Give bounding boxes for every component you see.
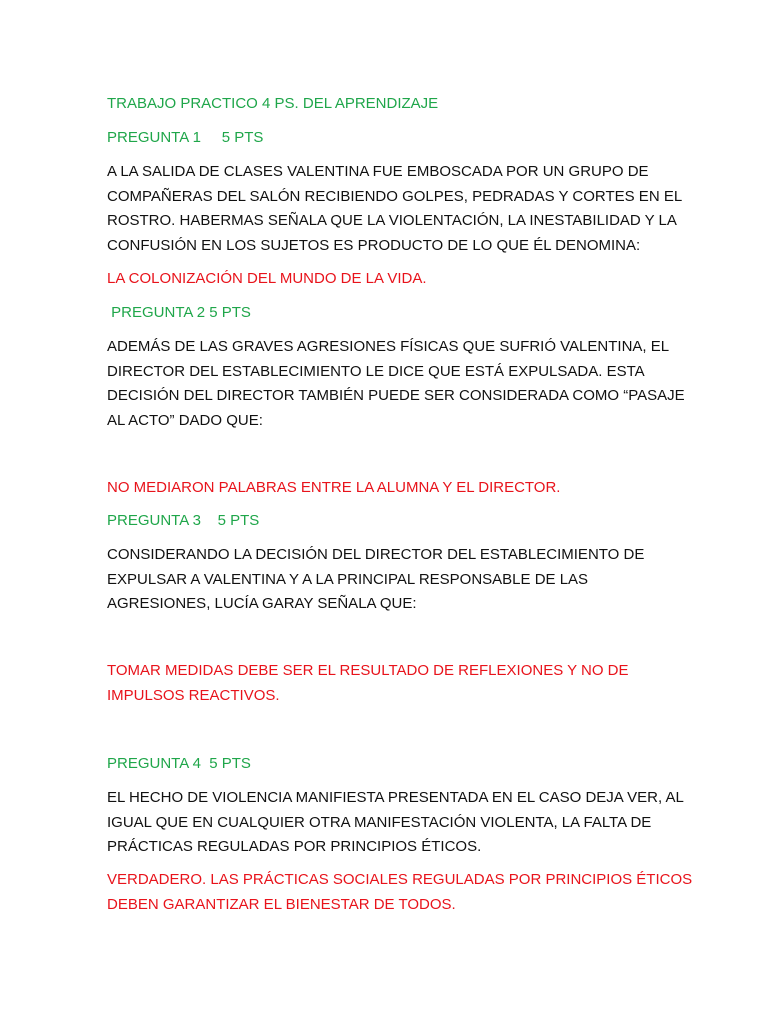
question-3-prompt <box>107 543 667 617</box>
question-1-prompt <box>107 160 683 258</box>
question-1-answer: LA COLONIZACIÓN DEL MUNDO DE LA VIDA. <box>107 270 427 287</box>
question-4-heading: PREGUNTA 4 5 PTS <box>107 755 251 772</box>
question-3-prompt-line: CONSIDERANDO LA DECISIÓN DEL DIRECTOR DEL ESTABLECIMIENTO DE <box>107 546 645 563</box>
question-2-prompt-line: AL ACTO” DADO QUE: <box>107 411 263 429</box>
question-3-heading: PREGUNTA 3 5 PTS <box>107 512 260 529</box>
question-3-answer-line: IMPULSOS REACTIVOS. <box>107 686 280 704</box>
question-4-prompt-line: IGUAL QUE EN CUALQUIER OTRA MANIFESTACIÓN VIOLENTA, LA FALTA DE <box>107 813 652 831</box>
question-4-answer-line: DEBEN GARANTIZAR EL BIENESTAR DE TODOS. <box>107 895 456 913</box>
question-4-prompt-line: PRÁCTICAS REGULADAS POR PRINCIPIOS ÉTICOS. <box>107 838 482 855</box>
question-1-prompt-line: COMPAÑERAS DEL SALÓN RECIBIENDO GOLPES, PEDRADAS Y CORTES EN EL <box>107 187 683 205</box>
question-2-prompt <box>107 335 685 433</box>
question-1-prompt-line: A LA SALIDA DE CLASES VALENTINA FUE EMBOSCADA POR UN GRUPO DE <box>107 163 649 180</box>
document-title: TRABAJO PRACTICO 4 PS. DEL APRENDIZAJE <box>107 95 439 112</box>
question-4-answer <box>107 868 693 917</box>
question-4-prompt <box>107 786 684 860</box>
question-1-heading: PREGUNTA 1 5 PTS <box>107 129 264 146</box>
question-2-prompt-line: DIRECTOR DEL ESTABLECIMIENTO LE DICE QUE ESTÁ EXPULSADA. ESTA <box>107 362 645 380</box>
question-3-answer <box>107 659 667 708</box>
question-4-prompt-line: EL HECHO DE VIOLENCIA MANIFIESTA PRESENTADA EN EL CASO DEJA VER, AL <box>107 789 684 806</box>
question-3-prompt-line: AGRESIONES, LUCÍA GARAY SEÑALA QUE: <box>107 595 417 612</box>
question-1-prompt-line: ROSTRO. HABERMAS SEÑALA QUE LA VIOLENTACIÓN, LA INESTABILIDAD Y LA <box>107 212 677 229</box>
question-3-answer-line: TOMAR MEDIDAS DEBE SER EL RESULTADO DE REFLEXIONES Y NO DE <box>107 662 629 679</box>
question-2-prompt-line: DECISIÓN DEL DIRECTOR TAMBIÉN PUEDE SER CONSIDERADA COMO “PASAJE <box>107 387 685 404</box>
question-1-prompt-line: CONFUSIÓN EN LOS SUJETOS ES PRODUCTO DE LO QUE ÉL DENOMINA: <box>107 236 641 254</box>
question-2-prompt-line: ADEMÁS DE LAS GRAVES AGRESIONES FÍSICAS QUE SUFRIÓ VALENTINA, EL <box>107 338 670 355</box>
question-2-heading: PREGUNTA 2 5 PTS <box>107 304 251 321</box>
question-3-prompt-line: EXPULSAR A VALENTINA Y A LA PRINCIPAL RESPONSABLE DE LAS <box>107 570 589 588</box>
question-4-answer-line: VERDADERO. LAS PRÁCTICAS SOCIALES REGULADAS POR PRINCIPIOS ÉTICOS <box>107 871 693 888</box>
question-2-answer: NO MEDIARON PALABRAS ENTRE LA ALUMNA Y EL DIRECTOR. <box>107 479 561 496</box>
